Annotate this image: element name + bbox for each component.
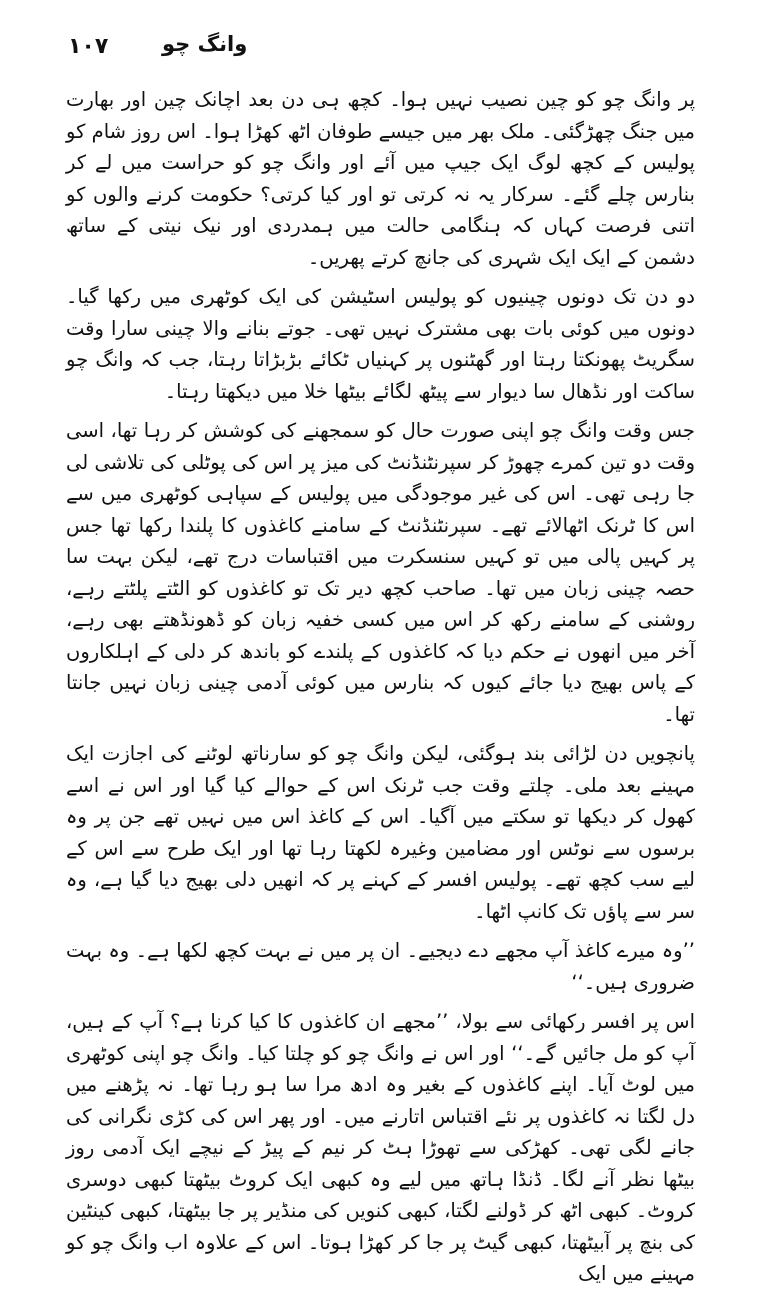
page-header [40, 30, 721, 64]
body-text [66, 84, 695, 1290]
page-number: ۱۰۷ [68, 34, 109, 59]
paragraph: جس وقت وانگ چو اپنی صورت حال کو سمجھنے کی کوشش کر رہا تھا، اسی وقت دو تین کمرے چھوڑ کر سپرنٹنڈنٹ کی میز پر اس کی پوٹلی کی تلاشی لی جا رہی تھی۔ اس کی غیر موجودگی میں پولیس کے سپاہی کوٹھری میں سے اس کا ٹرنک اٹھالائے تھے۔ سپرنٹنڈنٹ کے سامنے کاغذوں کا پلندا رکھا تھا جس پر کہیں پالی میں تو کہیں سنسکرت میں اقتباسات درج تھے، لیکن بہت سا حصہ چینی زبان میں تھا۔ صاحب کچھ دیر تک تو کاغذوں کو الٹتے پلٹتے رہے، روشنی کے سامنے رکھ کر اس میں کسی خفیہ زبان کو ڈھونڈھتے بھی رہے، آخر میں انھوں نے حکم دیا کہ کاغذوں کے پلندے کو باندھ کر دلی کے اہلکاروں کے پاس بھیج دیا جائے کیوں کہ بنارس میں کوئی آدمی چینی زبان نہیں جانتا تھا۔ [66, 419, 695, 726]
paragraph: اس پر افسر رکھائی سے بولا، ’’مجھے ان کاغذوں کا کیا کرنا ہے؟ آپ کے ہیں، آپ کو مل جائیں گے۔‘‘ اور اس نے وانگ چو کو چلتا کیا۔ وانگ چو اپنی کوٹھری میں لوٹ آیا۔ اپنے کاغذوں کے بغیر وہ ادھ مرا سا ہو رہا تھا۔ نہ پڑھنے میں دل لگتا نہ کاغذوں پر نئے اقتباس اتارنے میں۔ اور پھر اس کی کڑی نگرانی کی جانے لگی تھی۔ کھڑکی سے تھوڑا ہٹ کر نیم کے پیڑ کے نیچے ایک آدمی روز بیٹھا نظر آنے لگا۔ ڈنڈا ہاتھ میں لیے وہ کبھی ایک کروٹ بیٹھتا کبھی دوسری کروٹ۔ کبھی اٹھ کر ڈولنے لگتا، کبھی کنویں کی منڈیر پر جا بیٹھتا، کبھی کینٹین کی بنچ پر آبیٹھتا، کبھی گیٹ پر جا کر کھڑا ہوتا۔ اس کے علاوہ اب وانگ چو کو مہینے میں ایک [66, 1010, 695, 1285]
paragraph: پر وانگ چو کو چین نصیب نہیں ہوا۔ کچھ ہی دن بعد اچانک چین اور بھارت میں جنگ چھڑگئی۔ ملک بھر میں جیسے طوفان اٹھ کھڑا ہوا۔ اس روز شام کو پولیس کے کچھ لوگ ایک جیپ میں آئے اور وانگ چو کو حراست میں لے کر بنارس چلے گئے۔ سرکار یہ نہ کرتی تو اور کیا کرتی؟ حکومت کرنے والوں کو اتنی فرصت کہاں کہ ہنگامی حالت میں ہمدردی اور نیک نیتی کے ساتھ دشمن کے ایک ایک شہری کی جانچ کرتے پھریں۔ [66, 88, 695, 269]
paragraph: پانچویں دن لڑائی بند ہوگئی، لیکن وانگ چو کو سارناتھ لوٹنے کی اجازت ایک مہینے بعد ملی۔ چلتے وقت جب ٹرنک اس کے حوالے کیا گیا اور اس نے اسے کھول کر دیکھا تو سکتے میں آگیا۔ اس کے کاغذ اس میں نہیں تھے جن پر وہ برسوں سے نوٹس اور مضامین وغیرہ لکھتا رہا تھا اور ایک طرح سے اس کے لیے سب کچھ تھے۔ پولیس افسر کے کہنے پر کہ انھیں دلی بھیج دیا گیا ہے، وہ سر سے پاؤں تک کانپ اٹھا۔ [66, 742, 695, 923]
paragraph: دو دن تک دونوں چینیوں کو پولیس اسٹیشن کی ایک کوٹھری میں رکھا گیا۔ دونوں میں کوئی بات بھی مشترک نہیں تھی۔ جوتے بنانے والا چینی سارا وقت سگریٹ پھونکتا رہتا اور گھٹنوں پر کہنیاں ٹکائے بڑبڑاتا رہتا، جب کہ وانگ چو ساکت اور نڈھال سا دیوار سے پیٹھ لگائے بیٹھا خلا میں دیکھتا رہتا۔ [66, 285, 695, 403]
running-title: وانگ چو [162, 32, 248, 56]
dialogue-paragraph: ’’وہ میرے کاغذ آپ مجھے دے دیجیے۔ ان پر میں نے بہت کچھ لکھا ہے۔ وہ بہت ضروری ہیں۔‘‘ [66, 939, 695, 994]
